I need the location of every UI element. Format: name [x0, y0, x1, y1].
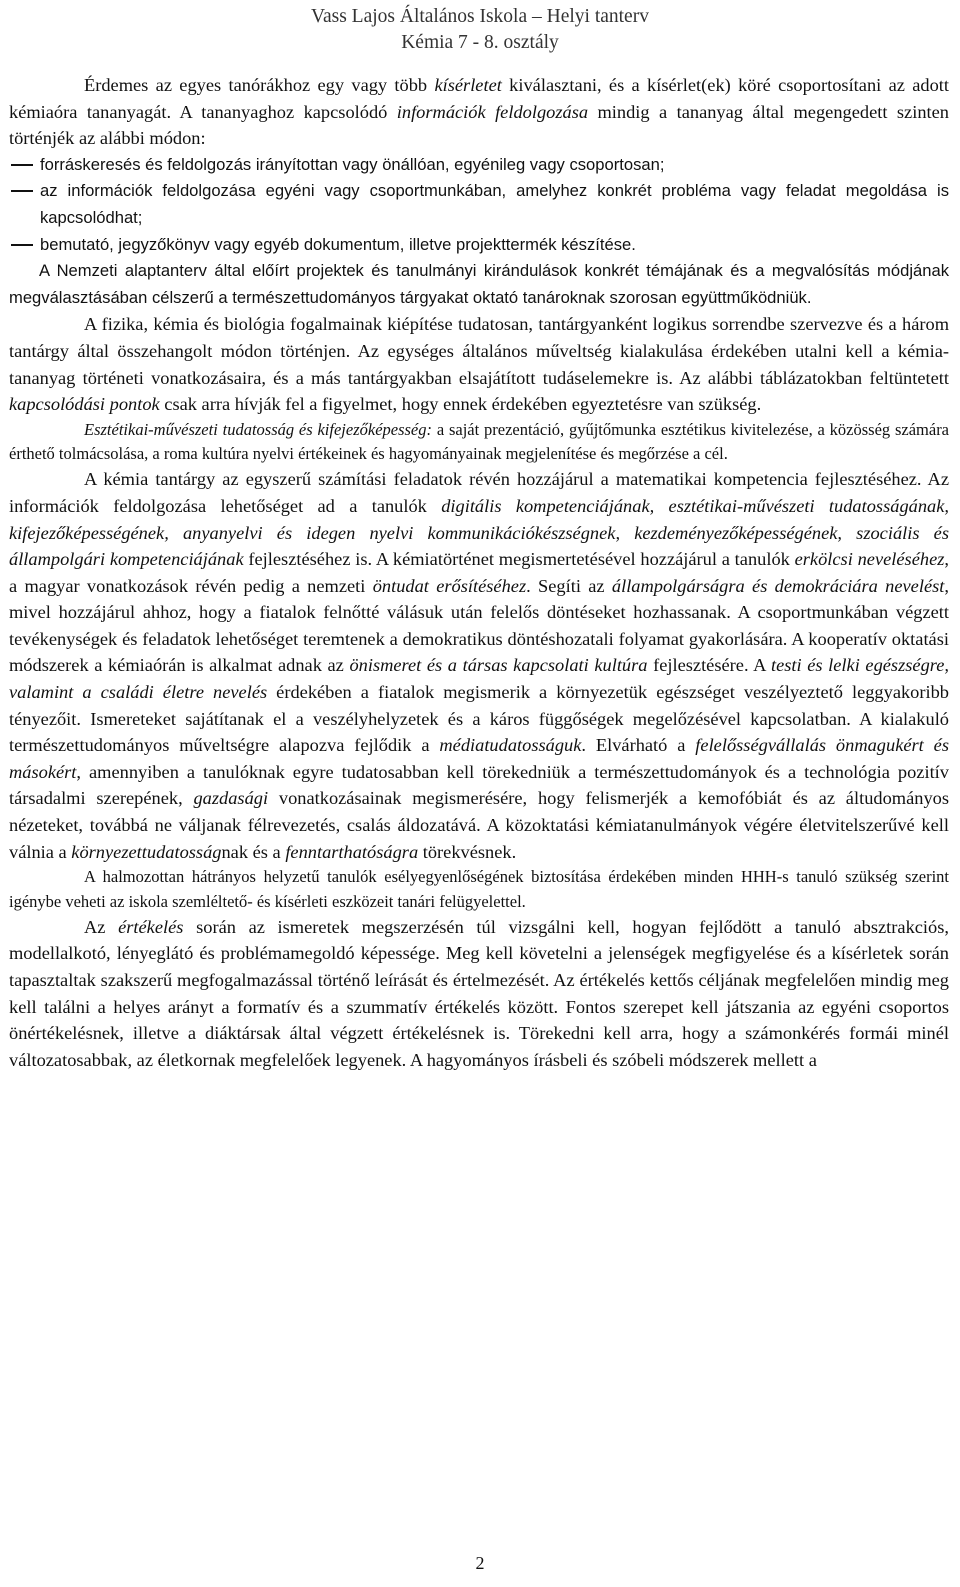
page-number: 2 — [475, 1553, 485, 1573]
paragraph-evaluation: Az értékelés során az ismeretek megszerzésén túl vizsgálni kell, hogyan fejlődött a tanuló absztrakciós, modellalkotó, lényeglátó és problémamegoldó képessége. Meg kell követelni a jelenségek megfigyelése és a kísérletek során tapasztaltak szakszerű megfogalmazással történő leírását és értelmezését. Az értékelés kettős céljának megfelelően mindig meg kell találni a helyes arányt a formatív és a szummatív értékelés között. Fontos szerepet kell játszania az egyéni csoportos önértékelésnek, illetve a diáktársak által végzett értékelésnek is. Törekedni kell arra, hogy a számonkérés formái minél változatosabbak, az életkornak megfelelőek legyenek. A hagyományos írásbeli és szóbeli módszerek mellett a — [9, 916, 949, 1070]
header-subject-title: Kémia 7 - 8. osztály — [401, 32, 559, 53]
paragraph-coordination: A fizika, kémia és biológia fogalmainak kiépítése tudatosan, tantárgyanként logikus sorrendbe szervezve és a három tantárgy által összehangolt módon történjen. Az egységes általános műveltség kialakulása érdekében utalni kell a kémia-tananyag történeti vonatkozásaira, és a más tantárgyakban elsajátított tudáselemekre is. Az alábbi táblázatokban feltüntetett kapcsolódási pontok csak arra hívják fel a figyelmet, hogy ennek érdekében egyeztetésre van szükség. — [9, 314, 949, 415]
dash-list — [9, 152, 949, 312]
paragraph-experiments: Érdemes az egyes tanórákhoz egy vagy több kísérletet kiválasztani, és a kísérlet(ek) köré csoportosítani az adott kémiaóra tananyagát. A tananyaghoz kapcsolódó információk feldolgozása mindig a tananyag által megengedett szinten történjék az alábbi módon: — [9, 75, 949, 149]
paragraph-aesthetic: Esztétikai-művészeti tudatosság és kifejezőképesség: a saját prezentáció, gyűjtőmunka esztétikus kivitelezése, a közösség számára érthető tolmácsolása, a roma kultúra nyelvi értékeinek és hagyományainak megjelenítése és megőrzése a cél. — [9, 419, 950, 464]
paragraph-projects: A Nemzeti alaptanterv által előírt projektek és tanulmányi kirándulások konkrét témájának és a megvalósítás módjának megválasztásában célszerű a természettudományos tárgyakat oktató tanároknak szorosan együttműködniük. — [9, 261, 949, 307]
document-body — [9, 72, 949, 1073]
list-item: az információk feldolgozása egyéni vagy csoportmunkában, amelyhez konkrét probléma vagy feladat megoldása is kapcsolódhat; — [9, 178, 949, 231]
page-header — [0, 4, 960, 56]
paragraph-competences: A kémia tantárgy az egyszerű számítási feladatok révén hozzájárul a matematikai kompetencia fejlesztéséhez. Az információk feldolgozása lehetőséget ad a tanulók digitális kompetenciájának, esztétikai-művészeti tudatosságának, kifejezőképességének, anyanyelvi és idegen nyelvi kommunikációkészségnek, kezdeményezőképességének, szociális és állampolgári kompetenciájának fejlesztéséhez is. A kémiatörténet megismertetésével hozzájárul a tanulók erkölcsi neveléséhez, a magyar vonatkozások révén pedig a nemzeti öntudat erősítéséhez. Segíti az állampolgárságra és demokráciára nevelést, mivel hozzájárul ahhoz, hogy a fiatalok felnőtté válásuk után felelős döntéseket hozhassanak. A csoportmunkában végzett tevékenységek és feladatok lehetőséget teremtenek a demokratikus döntéshozatali folyamat gyakorlására. A kooperatív oktatási módszerek a kémiaórán is alkalmat adnak az önismeret és a társas kapcsolati kultúra fejlesztésére. A testi és lelki egészségre, valamint a családi életre nevelés érdekében a fiatalok megismerik a környezetük egészséget veszélyeztető leggyakoribb tényezőit. Ismereteket sajátítanak el a veszélyhelyzetek és a káros függőségek megelőzésével kapcsolatban. A kialakuló természettudományos műveltségre alapozva fejlődik a médiatudatosságuk. Elvárható a felelősségvállalás önmagukért és másokért, amennyiben a tanulóknak egyre tudatosabban kell törekedniük a természettudományok és a technológia pozitív társadalmi szerepének, gazdasági vonatkozásainak megismerésére, hogy felismerjék a kemofóbiát és az áltudományos nézeteket, továbbá ne váljanak félrevezetés, csalás áldozatává. A közoktatási kémiatanulmányok végére életvitelszerűvé kell válnia a környezettudatosságnak és a fenntarthatóságra törekvésnek. — [9, 469, 949, 862]
list-item: forráskeresés és feldolgozás irányítottan vagy önállóan, egyénileg vagy csoportosan; — [9, 152, 949, 179]
paragraph-equal-opportunity: A halmozottan hátrányos helyzetű tanulók esélyegyenlőségének biztosítása érdekében minden HHH-s tanuló szükség szerint igénybe veheti az iskola szemléltető- és kísérleti eszközeit tanári felügyelettel. — [9, 867, 949, 911]
list-item: bemutató, jegyzőkönyv vagy egyéb dokumentum, illetve projekttermék készítése. — [9, 232, 949, 259]
header-school-title: Vass Lajos Általános Iskola – Helyi tanterv — [311, 6, 649, 27]
